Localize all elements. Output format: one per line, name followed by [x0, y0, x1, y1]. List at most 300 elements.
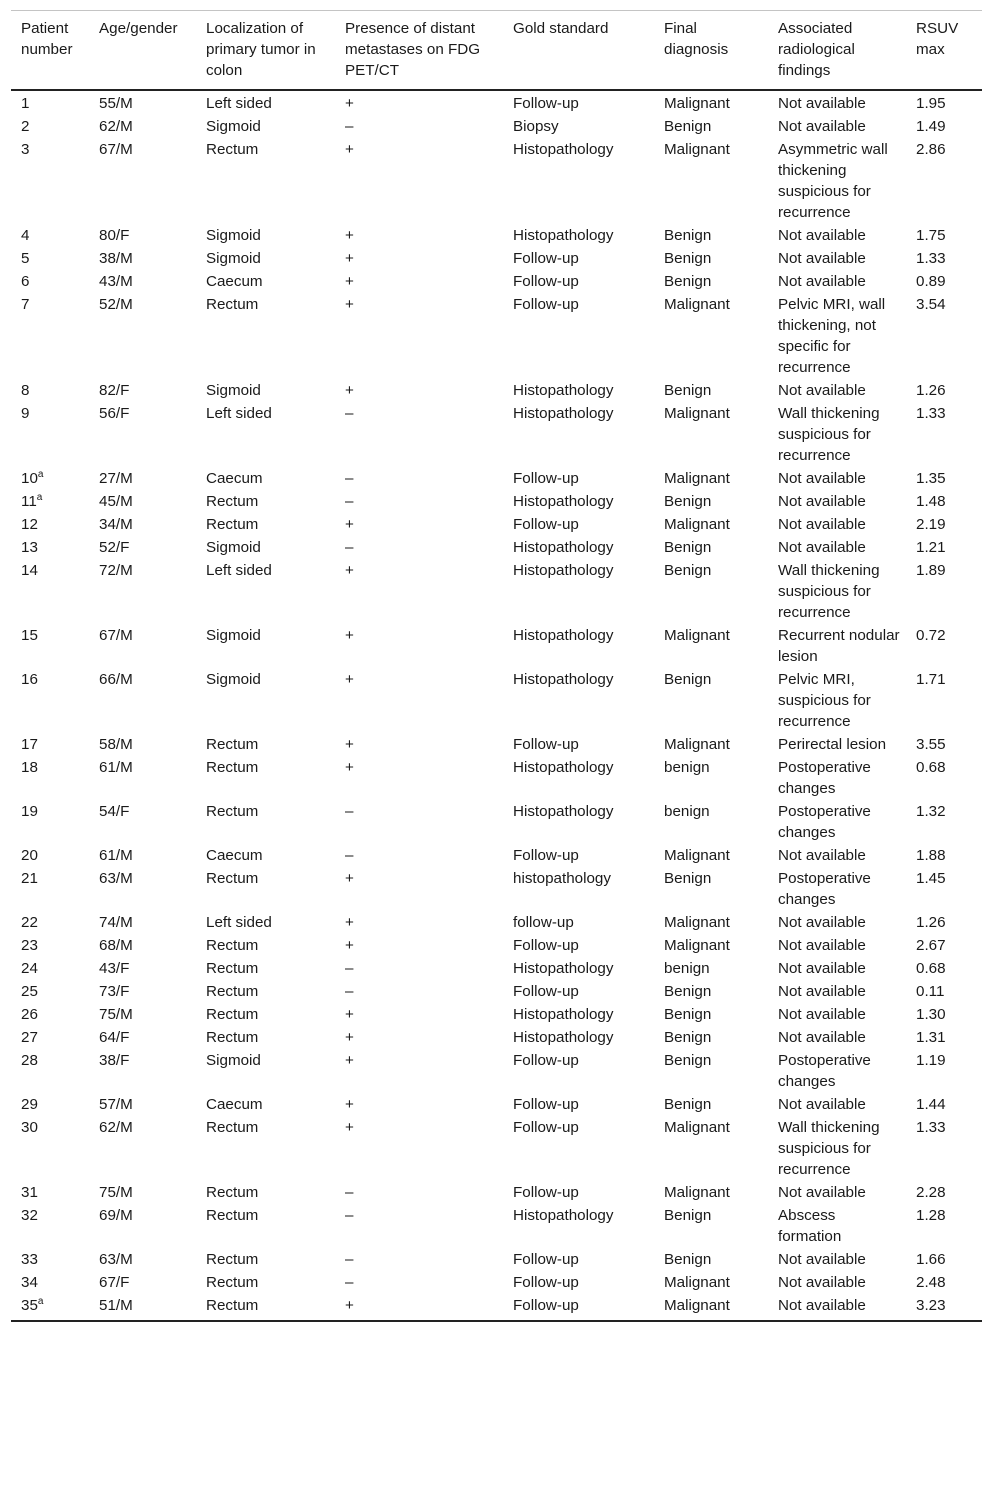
cell-age-gender: 63/M — [99, 1251, 133, 1268]
cell-radiological-findings: Not available — [778, 1297, 866, 1314]
cell-localization: Rectum — [206, 493, 259, 510]
cell-localization: Rectum — [206, 141, 259, 158]
cell-patient-number — [11, 1093, 89, 1116]
cell-patient-number — [11, 402, 89, 467]
table-row — [11, 559, 982, 624]
cell-gold-standard: Histopathology — [513, 539, 614, 556]
cell-patient-number — [11, 911, 89, 934]
cell-age-gender: 75/M — [99, 1184, 133, 1201]
cell-age-gender: 54/F — [99, 803, 130, 820]
cell-gold-standard: Follow-up — [513, 1297, 579, 1314]
cell-distant-metastases: + — [345, 141, 354, 158]
cell-age-gender: 67/M — [99, 141, 133, 158]
cell-final-diagnosis: Benign — [664, 1029, 712, 1046]
cell-radiological-findings: Not available — [778, 273, 866, 290]
table-row — [11, 536, 982, 559]
cell-gold-standard: Follow-up — [513, 847, 579, 864]
cell-patient-number — [11, 1181, 89, 1204]
cell-radiological-findings: Not available — [778, 493, 866, 510]
cell-rsuv-max: 1.49 — [916, 118, 946, 135]
cell-age-gender: 43/M — [99, 273, 133, 290]
cell-localization: Rectum — [206, 1184, 259, 1201]
table-row — [11, 668, 982, 733]
cell-distant-metastases: + — [345, 1096, 354, 1113]
cell-age-gender: 45/M — [99, 493, 133, 510]
cell-gold-standard: Follow-up — [513, 95, 579, 112]
cell-distant-metastases: – — [345, 539, 354, 556]
cell-distant-metastases: + — [345, 1119, 354, 1136]
patient-number-text: 25 — [21, 983, 38, 1000]
cell-gold-standard: Histopathology — [513, 405, 614, 422]
cell-localization: Sigmoid — [206, 250, 261, 267]
cell-distant-metastases: – — [345, 493, 354, 510]
cell-final-diagnosis: Benign — [664, 1207, 712, 1224]
cell-age-gender: 58/M — [99, 736, 133, 753]
cell-rsuv-max: 1.33 — [916, 1119, 946, 1136]
header-radiological-findings: Associated radiological findings — [778, 20, 855, 79]
patient-number-text: 23 — [21, 937, 38, 954]
patient-table — [11, 10, 982, 1322]
cell-final-diagnosis: Benign — [664, 1052, 712, 1069]
cell-patient-number — [11, 1049, 89, 1093]
cell-radiological-findings: Postoperative changes — [778, 870, 871, 908]
cell-gold-standard: Biopsy — [513, 118, 559, 135]
cell-distant-metastases: + — [345, 736, 354, 753]
cell-gold-standard: Follow-up — [513, 983, 579, 1000]
cell-radiological-findings: Wall thickening suspicious for recurrence — [778, 1119, 880, 1178]
header-rsuv-max: RSUV max — [916, 20, 959, 58]
cell-radiological-findings: Not available — [778, 539, 866, 556]
cell-patient-number — [11, 247, 89, 270]
cell-distant-metastases: – — [345, 983, 354, 1000]
cell-gold-standard: Histopathology — [513, 493, 614, 510]
patient-number-text: 32 — [21, 1207, 38, 1224]
cell-final-diagnosis: Malignant — [664, 1184, 730, 1201]
cell-radiological-findings: Not available — [778, 1184, 866, 1201]
cell-distant-metastases: + — [345, 870, 354, 887]
patient-number-text: 34 — [21, 1274, 38, 1291]
cell-rsuv-max: 3.23 — [916, 1297, 946, 1314]
cell-gold-standard: Follow-up — [513, 1251, 579, 1268]
patient-number-text: 33 — [21, 1251, 38, 1268]
cell-radiological-findings: Pelvic MRI, suspicious for recurrence — [778, 671, 871, 730]
cell-localization: Left sided — [206, 95, 272, 112]
cell-distant-metastases: + — [345, 671, 354, 688]
cell-final-diagnosis: Benign — [664, 382, 712, 399]
table-row — [11, 247, 982, 270]
footnote-marker: a — [37, 1295, 44, 1307]
cell-gold-standard: Follow-up — [513, 296, 579, 313]
cell-final-diagnosis: benign — [664, 960, 710, 977]
cell-patient-number — [11, 1248, 89, 1271]
cell-distant-metastases: + — [345, 273, 354, 290]
cell-age-gender: 67/M — [99, 627, 133, 644]
cell-distant-metastases: – — [345, 1251, 354, 1268]
cell-rsuv-max: 1.32 — [916, 803, 946, 820]
cell-distant-metastases: + — [345, 382, 354, 399]
cell-radiological-findings: Not available — [778, 1251, 866, 1268]
table-row — [11, 270, 982, 293]
cell-radiological-findings: Wall thickening suspicious for recurrence — [778, 562, 880, 621]
cell-age-gender: 64/F — [99, 1029, 130, 1046]
cell-gold-standard: Follow-up — [513, 1119, 579, 1136]
table-row — [11, 733, 982, 756]
table-row — [11, 1294, 982, 1321]
cell-rsuv-max: 1.33 — [916, 405, 946, 422]
cell-radiological-findings: Not available — [778, 1006, 866, 1023]
cell-gold-standard: Histopathology — [513, 382, 614, 399]
cell-rsuv-max: 2.86 — [916, 141, 946, 158]
cell-patient-number — [11, 1204, 89, 1248]
cell-patient-number — [11, 980, 89, 1003]
cell-patient-number — [11, 270, 89, 293]
patient-number-text: 9 — [21, 405, 30, 422]
patient-number-text: 19 — [21, 803, 38, 820]
cell-rsuv-max: 1.26 — [916, 914, 946, 931]
cell-gold-standard: Follow-up — [513, 273, 579, 290]
cell-distant-metastases: – — [345, 405, 354, 422]
cell-final-diagnosis: Benign — [664, 1251, 712, 1268]
patient-number-text: 15 — [21, 627, 38, 644]
cell-rsuv-max: 1.28 — [916, 1207, 946, 1224]
table-row — [11, 867, 982, 911]
cell-age-gender: 62/M — [99, 118, 133, 135]
header-localization: Localization of primary tumor in colon — [206, 20, 316, 79]
table-row — [11, 513, 982, 536]
footnote-marker: a — [37, 468, 44, 480]
table-row — [11, 980, 982, 1003]
patient-number-text: 6 — [21, 273, 30, 290]
cell-distant-metastases: – — [345, 803, 354, 820]
cell-gold-standard: Follow-up — [513, 1096, 579, 1113]
cell-rsuv-max: 1.89 — [916, 562, 946, 579]
patient-number-text: 10 — [21, 470, 38, 487]
cell-final-diagnosis: Malignant — [664, 470, 730, 487]
cell-radiological-findings: Not available — [778, 983, 866, 1000]
cell-final-diagnosis: Malignant — [664, 516, 730, 533]
table-row — [11, 379, 982, 402]
cell-localization: Sigmoid — [206, 227, 261, 244]
patient-number-text: 24 — [21, 960, 38, 977]
cell-patient-number — [11, 224, 89, 247]
patient-number-text: 8 — [21, 382, 30, 399]
table-row — [11, 1026, 982, 1049]
cell-patient-number — [11, 1003, 89, 1026]
cell-localization: Sigmoid — [206, 1052, 261, 1069]
cell-radiological-findings: Not available — [778, 470, 866, 487]
cell-age-gender: 52/M — [99, 296, 133, 313]
patient-number-text: 17 — [21, 736, 38, 753]
cell-localization: Rectum — [206, 1251, 259, 1268]
table-row — [11, 1093, 982, 1116]
cell-distant-metastases: + — [345, 95, 354, 112]
cell-gold-standard: Follow-up — [513, 937, 579, 954]
header-gold-standard: Gold standard — [513, 20, 609, 37]
table-row — [11, 90, 982, 115]
table-row — [11, 115, 982, 138]
cell-rsuv-max: 0.68 — [916, 759, 946, 776]
cell-rsuv-max: 0.72 — [916, 627, 946, 644]
patient-number-text: 13 — [21, 539, 38, 556]
cell-distant-metastases: + — [345, 562, 354, 579]
table-row — [11, 934, 982, 957]
cell-distant-metastases: + — [345, 227, 354, 244]
cell-distant-metastases: – — [345, 118, 354, 135]
cell-final-diagnosis: Malignant — [664, 95, 730, 112]
header-patient-number: Patient number — [21, 20, 73, 58]
cell-localization: Rectum — [206, 1207, 259, 1224]
cell-patient-number — [11, 800, 89, 844]
patient-number-text: 30 — [21, 1119, 38, 1136]
patient-number-text: 5 — [21, 250, 30, 267]
table-row — [11, 490, 982, 513]
cell-rsuv-max: 2.67 — [916, 937, 946, 954]
patient-number-text: 35 — [21, 1297, 38, 1314]
cell-rsuv-max: 1.75 — [916, 227, 946, 244]
cell-age-gender: 61/M — [99, 847, 133, 864]
table-row — [11, 1248, 982, 1271]
cell-age-gender: 67/F — [99, 1274, 130, 1291]
cell-age-gender: 51/M — [99, 1297, 133, 1314]
cell-final-diagnosis: Benign — [664, 227, 712, 244]
cell-gold-standard: Histopathology — [513, 1029, 614, 1046]
cell-localization: Rectum — [206, 937, 259, 954]
cell-final-diagnosis: Benign — [664, 1006, 712, 1023]
cell-age-gender: 34/M — [99, 516, 133, 533]
patient-number-text: 3 — [21, 141, 30, 158]
cell-rsuv-max: 2.48 — [916, 1274, 946, 1291]
cell-patient-number — [11, 90, 89, 115]
cell-gold-standard: Follow-up — [513, 736, 579, 753]
cell-age-gender: 62/M — [99, 1119, 133, 1136]
cell-distant-metastases: + — [345, 914, 354, 931]
cell-localization: Left sided — [206, 405, 272, 422]
cell-rsuv-max: 2.19 — [916, 516, 946, 533]
cell-rsuv-max: 3.54 — [916, 296, 946, 313]
cell-localization: Rectum — [206, 870, 259, 887]
cell-final-diagnosis: Malignant — [664, 847, 730, 864]
cell-localization: Rectum — [206, 516, 259, 533]
cell-final-diagnosis: Malignant — [664, 141, 730, 158]
cell-age-gender: 61/M — [99, 759, 133, 776]
patient-number-text: 7 — [21, 296, 30, 313]
cell-gold-standard: follow-up — [513, 914, 574, 931]
table-row — [11, 756, 982, 800]
patient-number-text: 18 — [21, 759, 38, 776]
cell-radiological-findings: Postoperative changes — [778, 803, 871, 841]
patient-number-text: 2 — [21, 118, 30, 135]
cell-gold-standard: Histopathology — [513, 960, 614, 977]
table-row — [11, 1049, 982, 1093]
cell-patient-number — [11, 668, 89, 733]
table-row — [11, 1003, 982, 1026]
cell-rsuv-max: 3.55 — [916, 736, 946, 753]
cell-distant-metastases: + — [345, 516, 354, 533]
cell-patient-number — [11, 115, 89, 138]
cell-rsuv-max: 1.26 — [916, 382, 946, 399]
cell-rsuv-max: 0.89 — [916, 273, 946, 290]
cell-final-diagnosis: Benign — [664, 983, 712, 1000]
cell-radiological-findings: Wall thickening suspicious for recurrence — [778, 405, 880, 464]
cell-localization: Rectum — [206, 960, 259, 977]
cell-patient-number — [11, 957, 89, 980]
cell-radiological-findings: Not available — [778, 1096, 866, 1113]
cell-rsuv-max: 1.48 — [916, 493, 946, 510]
table-row — [11, 467, 982, 490]
cell-patient-number — [11, 1116, 89, 1181]
table-row — [11, 293, 982, 379]
patient-number-text: 20 — [21, 847, 38, 864]
cell-localization: Left sided — [206, 914, 272, 931]
cell-localization: Caecum — [206, 847, 263, 864]
cell-age-gender: 80/F — [99, 227, 130, 244]
cell-localization: Rectum — [206, 983, 259, 1000]
patient-number-text: 26 — [21, 1006, 38, 1023]
cell-age-gender: 68/M — [99, 937, 133, 954]
table-row — [11, 402, 982, 467]
cell-age-gender: 75/M — [99, 1006, 133, 1023]
cell-localization: Rectum — [206, 803, 259, 820]
cell-localization: Rectum — [206, 1119, 259, 1136]
cell-radiological-findings: Not available — [778, 250, 866, 267]
cell-final-diagnosis: Malignant — [664, 1274, 730, 1291]
cell-localization: Caecum — [206, 273, 263, 290]
cell-localization: Sigmoid — [206, 671, 261, 688]
cell-radiological-findings: Postoperative changes — [778, 759, 871, 797]
cell-age-gender: 52/F — [99, 539, 130, 556]
cell-age-gender: 38/F — [99, 1052, 130, 1069]
cell-rsuv-max: 1.30 — [916, 1006, 946, 1023]
cell-patient-number — [11, 467, 89, 490]
cell-patient-number — [11, 934, 89, 957]
table-row — [11, 800, 982, 844]
patient-number-text: 14 — [21, 562, 38, 579]
cell-gold-standard: Histopathology — [513, 562, 614, 579]
cell-final-diagnosis: Malignant — [664, 296, 730, 313]
cell-rsuv-max: 1.95 — [916, 95, 946, 112]
cell-patient-number — [11, 1271, 89, 1294]
cell-distant-metastases: – — [345, 1207, 354, 1224]
cell-localization: Rectum — [206, 1029, 259, 1046]
cell-radiological-findings: Asymmetric wall thickening suspicious for recurrence — [778, 141, 888, 221]
cell-localization: Sigmoid — [206, 627, 261, 644]
cell-gold-standard: Follow-up — [513, 470, 579, 487]
cell-patient-number — [11, 513, 89, 536]
cell-gold-standard: Histopathology — [513, 227, 614, 244]
cell-distant-metastases: + — [345, 937, 354, 954]
cell-final-diagnosis: Benign — [664, 493, 712, 510]
cell-final-diagnosis: Malignant — [664, 914, 730, 931]
cell-radiological-findings: Not available — [778, 1274, 866, 1291]
cell-radiological-findings: Recurrent nodular lesion — [778, 627, 900, 665]
table-row — [11, 224, 982, 247]
cell-radiological-findings: Not available — [778, 118, 866, 135]
cell-patient-number — [11, 733, 89, 756]
header-row — [11, 11, 982, 91]
cell-gold-standard: histopathology — [513, 870, 611, 887]
cell-rsuv-max: 1.88 — [916, 847, 946, 864]
cell-rsuv-max: 0.68 — [916, 960, 946, 977]
cell-final-diagnosis: Benign — [664, 118, 712, 135]
cell-gold-standard: Histopathology — [513, 1006, 614, 1023]
cell-final-diagnosis: benign — [664, 803, 710, 820]
cell-distant-metastases: + — [345, 1052, 354, 1069]
cell-final-diagnosis: Malignant — [664, 1119, 730, 1136]
table-row — [11, 844, 982, 867]
cell-final-diagnosis: Benign — [664, 870, 712, 887]
table-row — [11, 138, 982, 224]
cell-patient-number — [11, 490, 89, 513]
cell-radiological-findings: Abscess formation — [778, 1207, 842, 1245]
cell-gold-standard: Histopathology — [513, 1207, 614, 1224]
patient-number-text: 4 — [21, 227, 30, 244]
cell-patient-number — [11, 844, 89, 867]
table-body — [11, 90, 982, 1321]
cell-rsuv-max: 1.33 — [916, 250, 946, 267]
cell-patient-number — [11, 293, 89, 379]
cell-gold-standard: Histopathology — [513, 141, 614, 158]
cell-final-diagnosis: Benign — [664, 250, 712, 267]
cell-age-gender: 73/F — [99, 983, 130, 1000]
cell-gold-standard: Histopathology — [513, 803, 614, 820]
patient-number-text: 11 — [21, 493, 37, 510]
cell-radiological-findings: Not available — [778, 95, 866, 112]
cell-gold-standard: Histopathology — [513, 627, 614, 644]
cell-age-gender: 43/F — [99, 960, 130, 977]
patient-number-text: 28 — [21, 1052, 38, 1069]
cell-age-gender: 82/F — [99, 382, 130, 399]
patient-number-text: 21 — [21, 870, 38, 887]
cell-gold-standard: Follow-up — [513, 250, 579, 267]
cell-gold-standard: Follow-up — [513, 1184, 579, 1201]
cell-age-gender: 74/M — [99, 914, 133, 931]
cell-localization: Rectum — [206, 296, 259, 313]
patient-number-text: 16 — [21, 671, 38, 688]
cell-final-diagnosis: Malignant — [664, 405, 730, 422]
cell-gold-standard: Histopathology — [513, 759, 614, 776]
cell-radiological-findings: Not available — [778, 227, 866, 244]
cell-rsuv-max: 0.11 — [916, 983, 945, 1000]
cell-distant-metastases: + — [345, 1006, 354, 1023]
cell-rsuv-max: 1.66 — [916, 1251, 946, 1268]
cell-gold-standard: Histopathology — [513, 671, 614, 688]
cell-final-diagnosis: Benign — [664, 562, 712, 579]
cell-final-diagnosis: Benign — [664, 539, 712, 556]
patient-number-text: 29 — [21, 1096, 38, 1113]
table-row — [11, 1181, 982, 1204]
cell-distant-metastases: – — [345, 960, 354, 977]
cell-age-gender: 72/M — [99, 562, 133, 579]
cell-patient-number — [11, 379, 89, 402]
cell-rsuv-max: 1.44 — [916, 1096, 946, 1113]
cell-age-gender: 38/M — [99, 250, 133, 267]
cell-distant-metastases: + — [345, 1029, 354, 1046]
header-distant-metastases: Presence of distant metastases on FDG PET/CT — [345, 20, 481, 79]
cell-radiological-findings: Not available — [778, 960, 866, 977]
cell-final-diagnosis: Malignant — [664, 627, 730, 644]
cell-rsuv-max: 1.45 — [916, 870, 946, 887]
cell-patient-number — [11, 138, 89, 224]
cell-radiological-findings: Postoperative changes — [778, 1052, 871, 1090]
cell-radiological-findings: Not available — [778, 914, 866, 931]
cell-patient-number — [11, 559, 89, 624]
cell-rsuv-max: 1.35 — [916, 470, 946, 487]
cell-radiological-findings: Not available — [778, 516, 866, 533]
cell-rsuv-max: 1.71 — [916, 671, 946, 688]
patient-number-text: 31 — [21, 1184, 38, 1201]
cell-gold-standard: Follow-up — [513, 516, 579, 533]
cell-gold-standard: Follow-up — [513, 1052, 579, 1069]
